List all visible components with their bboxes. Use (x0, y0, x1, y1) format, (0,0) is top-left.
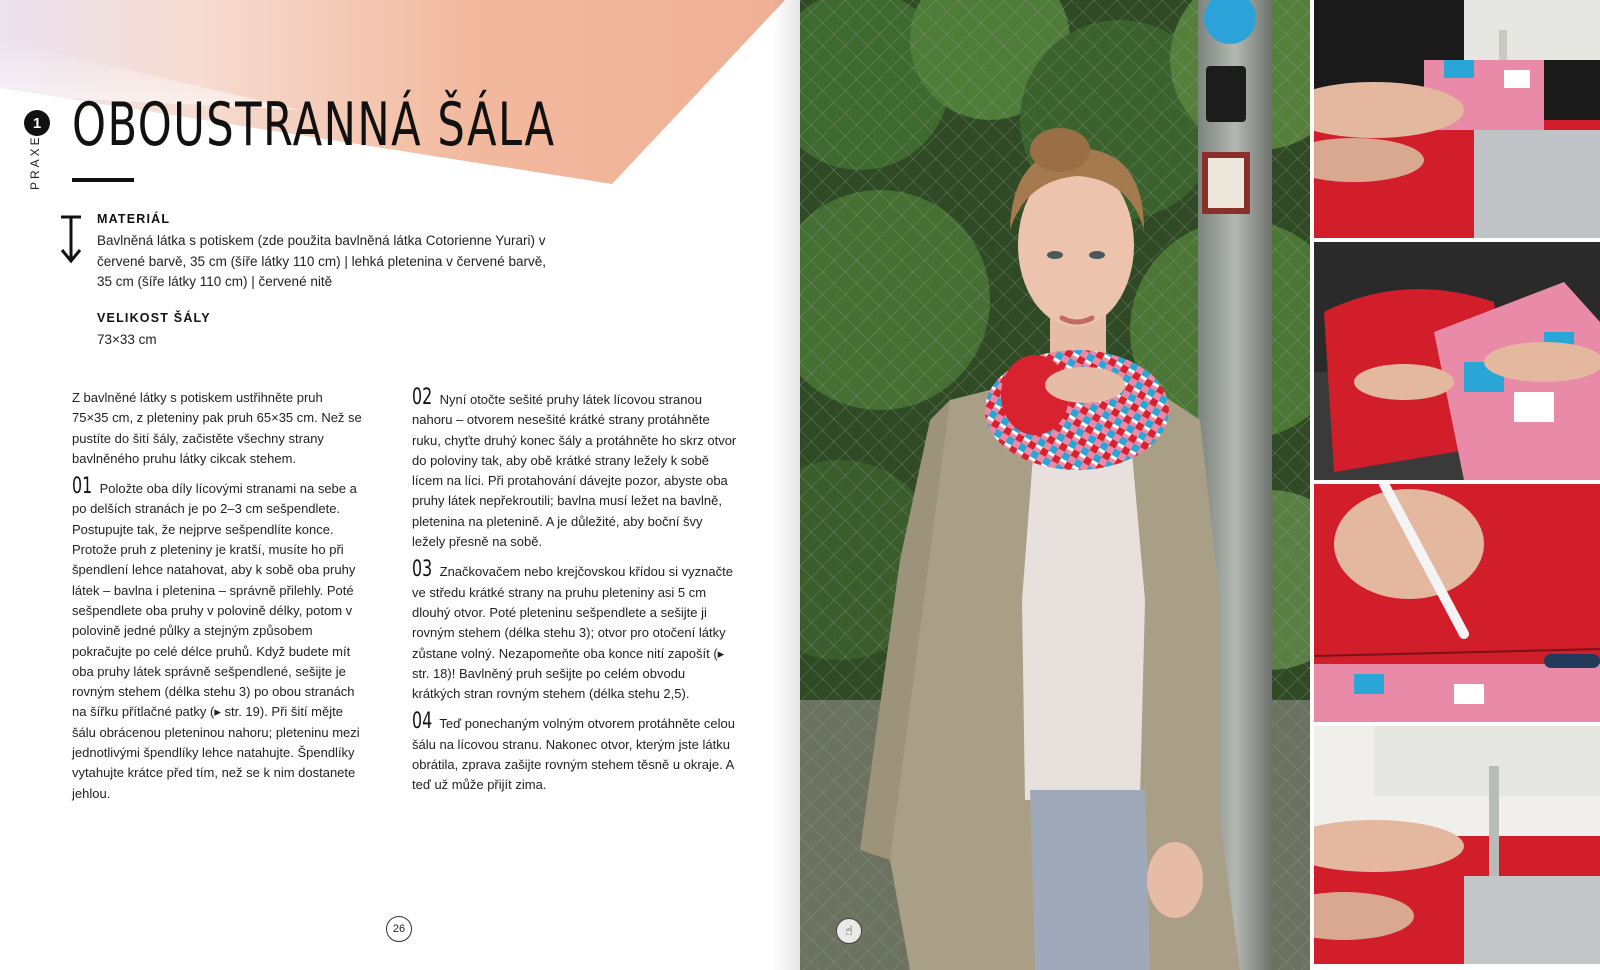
material-heading: MATERIÁL (97, 212, 171, 226)
hand-pointer-icon: ☝ (836, 918, 862, 944)
title-underline (72, 178, 134, 182)
step-photo-sewing-1 (1314, 0, 1600, 238)
step-number: 04 (412, 709, 433, 735)
step-number: 02 (412, 385, 433, 410)
size-value: 73×33 cm (97, 331, 157, 347)
step-photo-marking (1314, 484, 1600, 722)
chapter-number-badge: 1 (24, 110, 50, 136)
text-column-left (72, 388, 362, 812)
step-text: Nyní otočte sešité pruhy látek lícovou stranou nahoru – otvorem nesešité krátké strany protáhněte ruku, chyťte druhý konec šály a protáhněte ho skrz otvor do poloviny tak, aby obě krátké strany ležely k sobě lícem na líci. Při protahování dávejte pozor, abyste oba pruhy látek nepřekroutili; bavlna musí ležet na bavlně, pletenina na pletenině. A je důležité, aby boční švy ležely přesně na sobě. (412, 392, 737, 550)
step-paragraph (412, 557, 737, 704)
page-title: OBOUSTRANNÁ ŠÁLA (72, 90, 556, 160)
step-number: 03 (412, 557, 433, 583)
step-text: Teď ponechaným volným otvorem protáhněte celou šálu na lícovou stranu. Nakonec otvor, kterým jste látku obrátila, zprava zašijte rovným stehem těsně u okraje. A teď už může přijít zima. (412, 716, 735, 793)
intro-paragraph: Z bavlněné látky s potiskem ustřihněte pruh 75×35 cm, z pleteniny pak pruh 65×35 cm. Než se pustíte do šití šály, začistěte všechny strany bavlněného pruhu látky cikcak stehem. (72, 390, 362, 466)
page-number: 26 (386, 916, 412, 942)
gutter-shadow (772, 0, 800, 970)
size-heading: VELIKOST ŠÁLY (97, 310, 211, 325)
step-paragraph (412, 709, 737, 795)
step-paragraph (412, 385, 737, 552)
step-number: 01 (72, 474, 93, 500)
text-column-right (412, 385, 737, 804)
model-photo (800, 0, 1310, 970)
step-photo-sewing-2 (1314, 726, 1600, 964)
material-text: Bavlněná látka s potiskem (zde použita bavlněná látka Cotorienne Yurari) v červené barvě, 35 cm (šíře látky 110 cm) | lehká pletenina v červené barvě, 35 cm (šíře látky 110 cm) | červené nitě (97, 233, 546, 289)
chapter-label: PRAXE (28, 134, 42, 190)
step-text: Položte oba díly lícovými stranami na sebe a po delších stranách je po 2–3 cm sešpendlete. Postupujte tak, že nejprve sešpendlíte konce. Protože pruh z pleteniny je kratší, musíte ho při špendlení lehce natahovat, aby k sobě oba pruhy látek – bavlna i pletenina – správně přilehly. Poté sešpendlete oba pruhy v polovině délky, potom v polovině jedné půlky a stejným způsobem pokračujte po celé délce pruhů. Když budete mít oba pruhy látek správně sešpendlené, sešijte je rovným stehem (délka stehu 3) po obou stranách na šířku přítlačné patky (▸ str. 19). Při šití mějte šálu obrácenou pleteninou nahoru; pleteninu mezi jednotlivými špendlíky lehce natahujte. Špendlíky vytahujte krátce před tím, než se k nim dostanete jehlou. (72, 481, 360, 801)
down-arrow-icon (58, 214, 84, 266)
step-photos-strip (1314, 0, 1600, 970)
size-section (97, 311, 547, 351)
step-paragraph (72, 474, 362, 804)
step-photo-turning (1314, 242, 1600, 480)
materials-section (97, 212, 547, 350)
step-text: Značkovačem nebo krejčovskou křídou si vyznačte ve středu krátké strany na pruhu pleteniny asi 5 cm dlouhý otvor. Poté pleteninu sešpendlete a sešijte ji rovným stehem (délka stehu 3); otvor pro otočení látky zůstane volný. Nezapomeňte oba konce nití zapošít (▸ str. 18)! Bavlněný pruh sešijte po celém obvodu krátkých stran rovným stehem (délka stehu 2,5). (412, 564, 733, 702)
